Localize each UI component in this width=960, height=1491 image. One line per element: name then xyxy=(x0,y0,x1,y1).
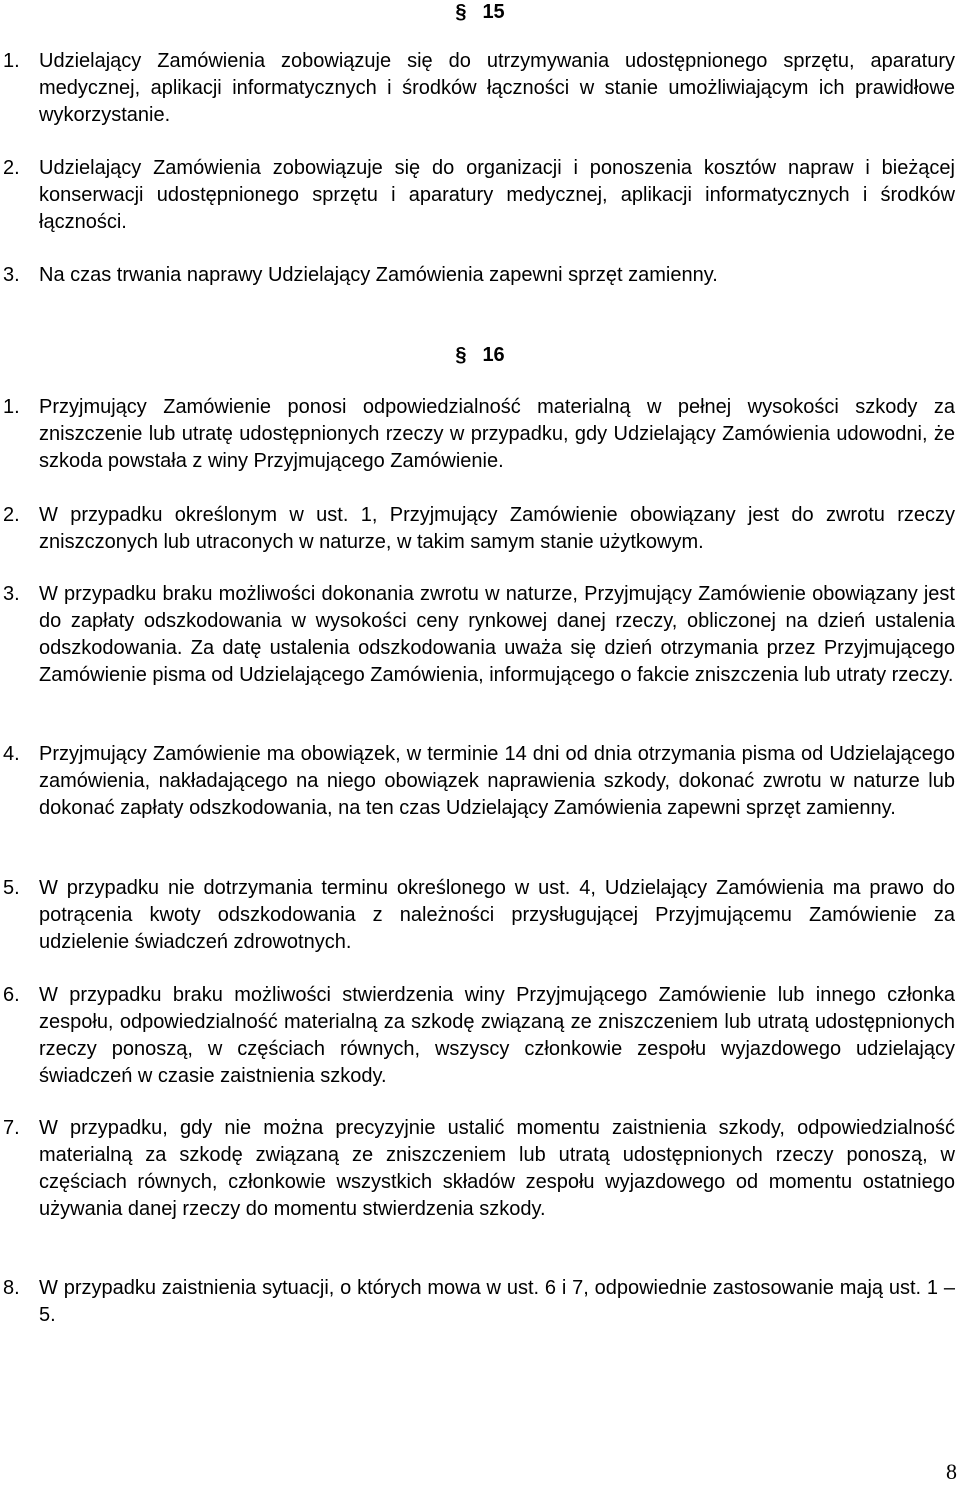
item-text: Udzielający Zamówienia zobowiązuje się do utrzymywania udostępnionego sprzętu, aparatury medycznej, aplikacji informatycznych i środków łączności w stanie umożliwiającym ich prawidłowe wykorzystanie. xyxy=(39,50,955,126)
item-text: W przypadku braku możliwości stwierdzenia winy Przyjmującego Zamówienie lub innego członka zespołu, odpowiedzialność materialną za szkodę związaną ze zniszczeniem lub utratą udostępnionych rzeczy ponoszą, w częściach równych, wszyscy członkowie zespołu wyjazdowego udzielający świadczeń w czasie zaistnienia szkody. xyxy=(39,984,955,1087)
item-number: 5. xyxy=(3,877,20,899)
item-number: 1. xyxy=(3,50,20,72)
item-number: 6. xyxy=(3,984,20,1006)
section-sign: § xyxy=(455,1,467,23)
page-number: 8 xyxy=(946,1459,957,1484)
item-text: W przypadku nie dotrzymania terminu określonego w ust. 4, Udzielający Zamówienia ma prawo do potrącenia kwoty odszkodowania z należności przysługującej Przyjmującemu Zamówienie za udzielenie świadczeń zdrowotnych. xyxy=(39,877,955,953)
section-heading-16 xyxy=(0,343,960,367)
item-number: 2. xyxy=(3,504,20,526)
item-number: 7. xyxy=(3,1117,20,1139)
section-sign: § xyxy=(455,344,467,366)
item-text: W przypadku braku możliwości dokonania zwrotu w naturze, Przyjmujący Zamówienie obowiązany jest do zapłaty odszkodowania w wysokości ceny rynkowej danej rzeczy, obliczonej na dzień ustalenia odszkodowania. Za datę ustalenia odszkodowania uważa się dzień otrzymania przez Przyjmującego Zamówienie pisma od Udzielającego Zamówienia, informującego o fakcie zniszczenia lub utraty rzeczy. xyxy=(39,583,955,686)
item-text: Przyjmujący Zamówienie ma obowiązek, w terminie 14 dni od dnia otrzymania pisma od Udzielającego zamówienia, nakładającego na niego obowiązek naprawienia szkody, dokonać zwrotu w naturze lub dokonać zapłaty odszkodowania, na ten czas Udzielający Zamówienia zapewni sprzęt zamienny. xyxy=(39,743,955,819)
section-heading-15 xyxy=(0,0,960,24)
item-text: W przypadku zaistnienia sytuacji, o których mowa w ust. 6 i 7, odpowiednie zastosowanie mają ust. 1 – 5. xyxy=(39,1277,955,1326)
item-number: 3. xyxy=(3,264,20,286)
item-number: 1. xyxy=(3,396,20,418)
item-number: 4. xyxy=(3,743,20,765)
item-text: W przypadku, gdy nie można precyzyjnie ustalić momentu zaistnienia szkody, odpowiedzialność materialną za szkodę związaną ze zniszczeniem lub utratą udostępnionych rzeczy ponoszą, w częściach równych, członkowie wszystkich składów zespołu wyjazdowego od momentu ostatniego używania danej rzeczy do momentu stwierdzenia szkody. xyxy=(39,1117,955,1220)
item-text: Udzielający Zamówienia zobowiązuje się do organizacji i ponoszenia kosztów napraw i bieżącej konserwacji udostępnionego sprzętu i aparatury medycznej, aplikacji informatycznych i środków łączności. xyxy=(39,157,955,233)
item-number: 8. xyxy=(3,1277,20,1299)
item-number: 2. xyxy=(3,157,20,179)
section-number: 16 xyxy=(482,344,505,366)
section-number: 15 xyxy=(482,1,505,23)
item-number: 3. xyxy=(3,583,20,605)
item-text: Przyjmujący Zamówienie ponosi odpowiedzialność materialną w pełnej wysokości szkody za zniszczenie lub utratę udostępnionych rzeczy w przypadku, gdy Udzielający Zamówienia udowodni, że szkoda powstała z winy Przyjmującego Zamówienie. xyxy=(39,396,955,472)
item-text: W przypadku określonym w ust. 1, Przyjmujący Zamówienie obowiązany jest do zwrotu rzeczy zniszczonych lub utraconych w naturze, w takim samym stanie użytkowym. xyxy=(39,504,955,553)
item-text: Na czas trwania naprawy Udzielający Zamówienia zapewni sprzęt zamienny. xyxy=(39,264,718,286)
